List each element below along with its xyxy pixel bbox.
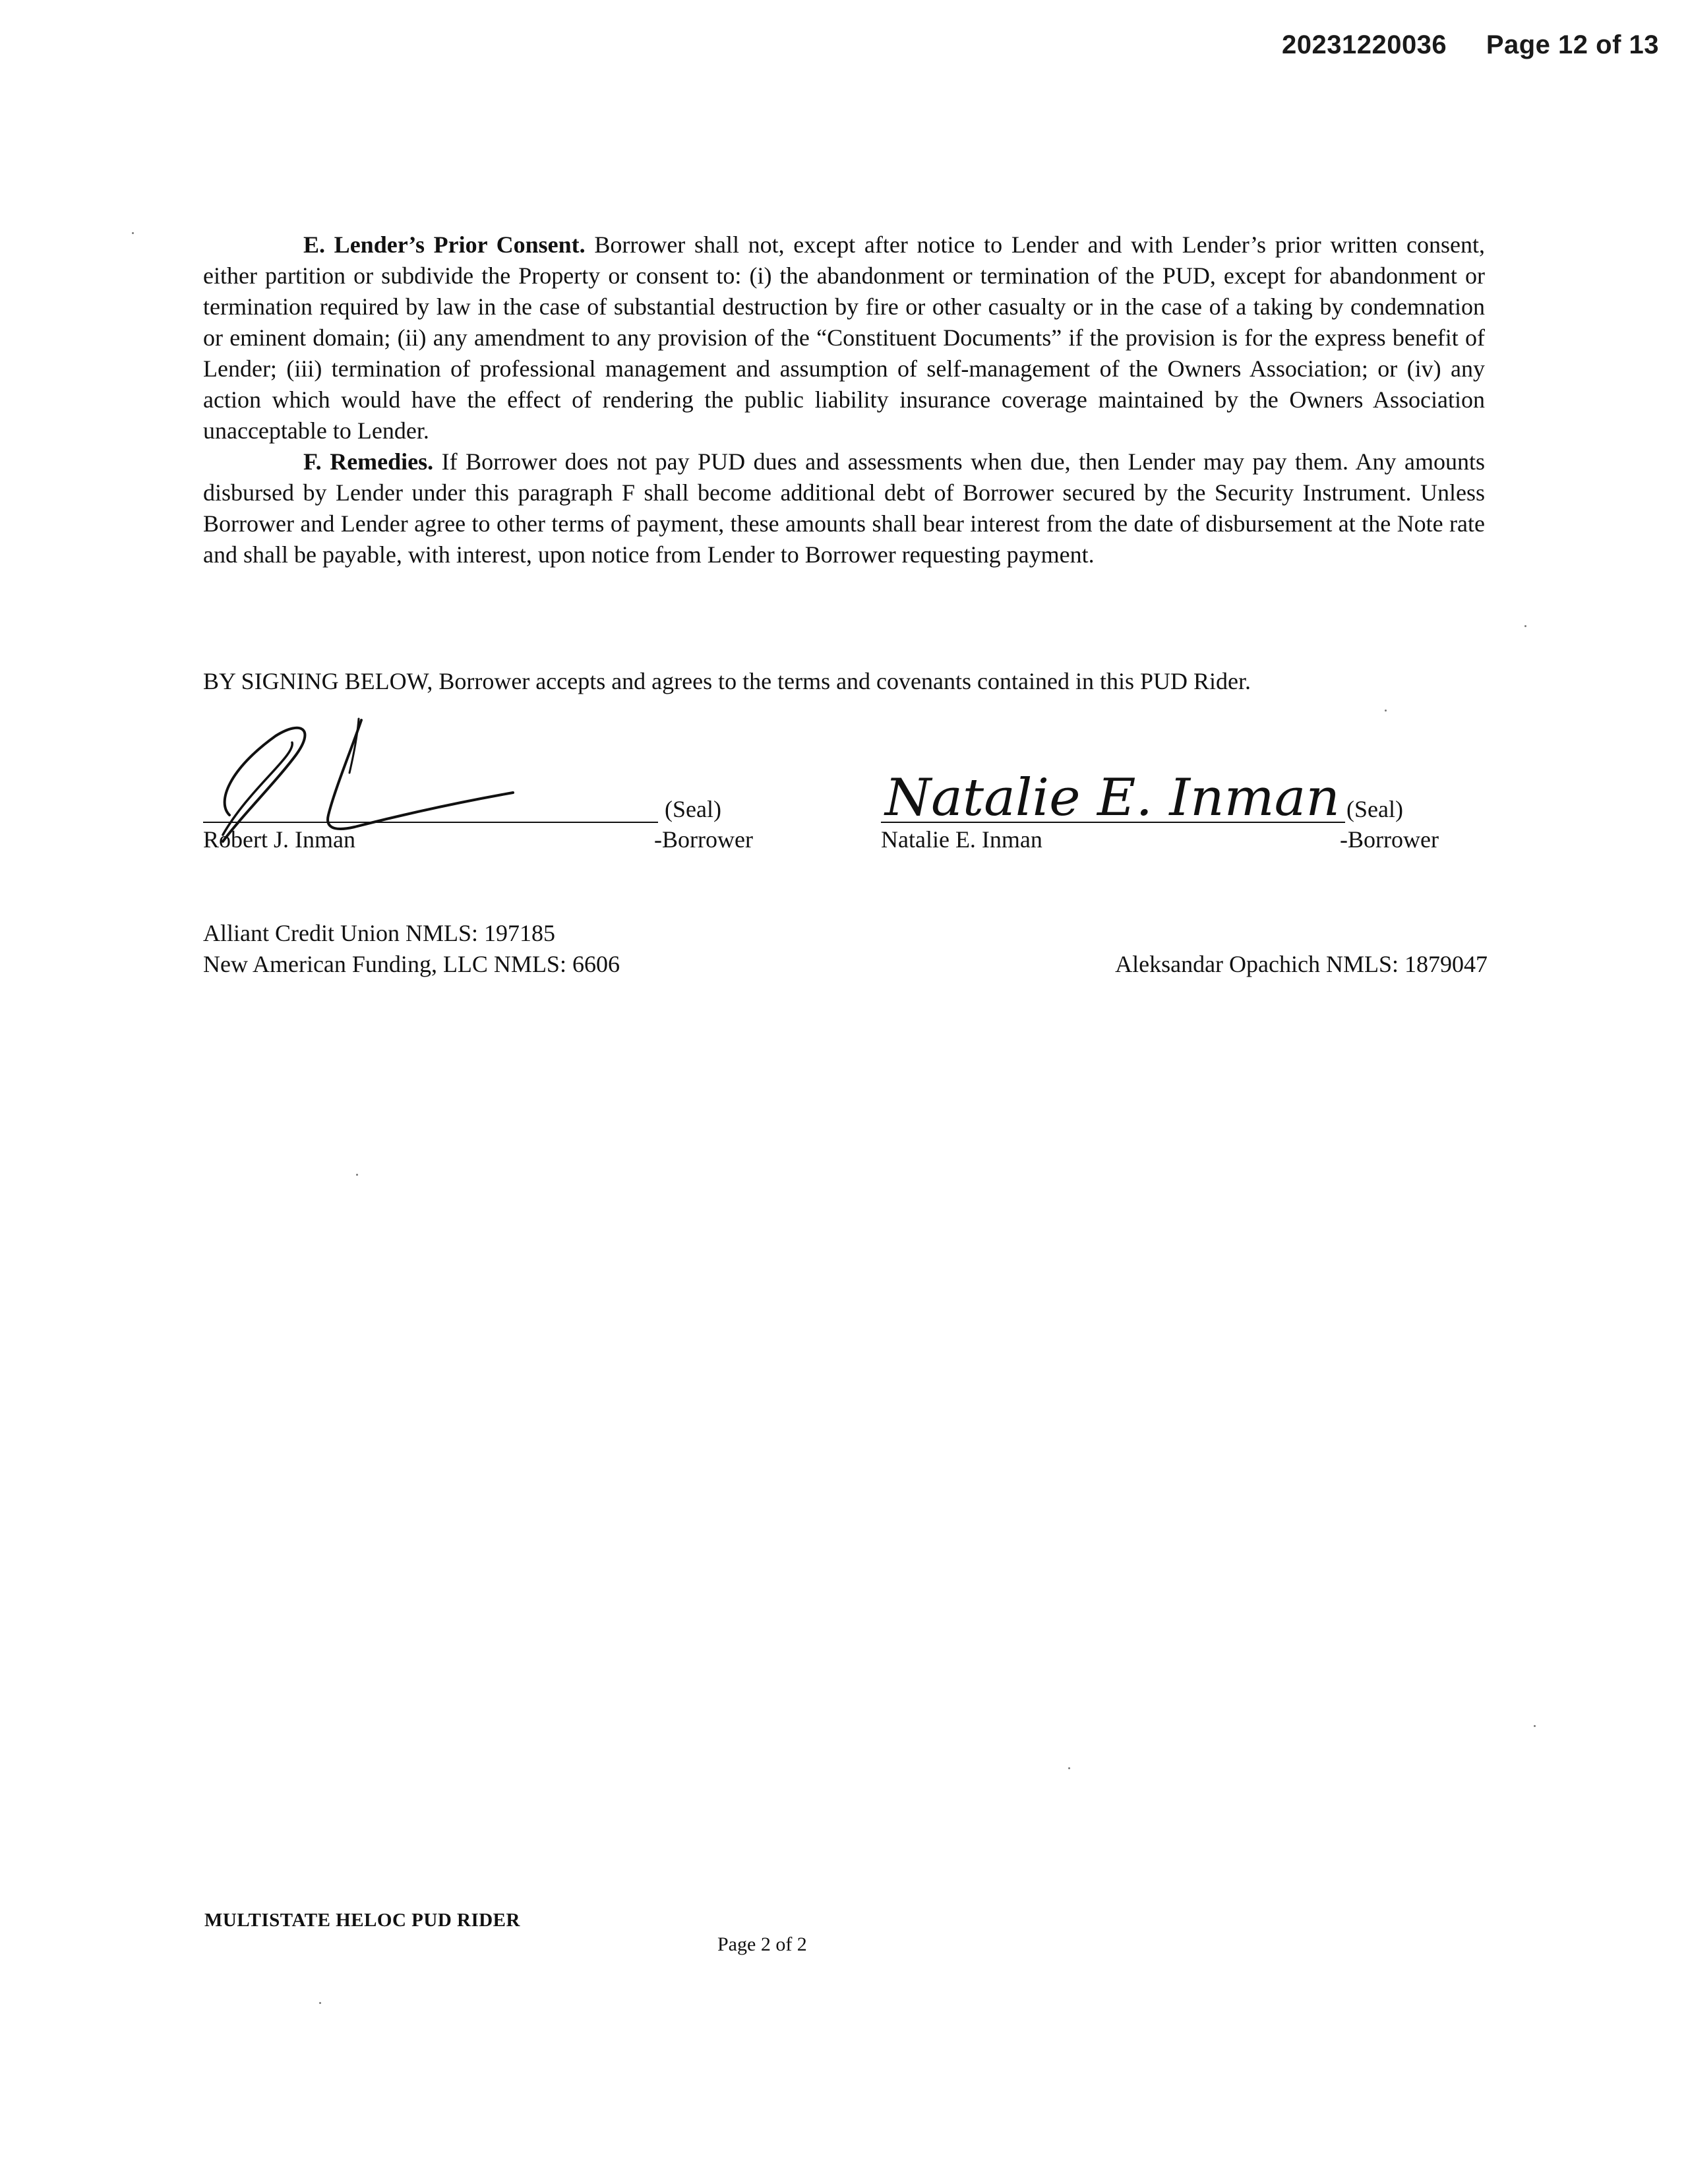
signature-line-natalie xyxy=(881,822,1345,823)
natalie-signature-mark xyxy=(881,716,1356,828)
signer-role-natalie: -Borrower xyxy=(1340,826,1439,853)
form-title: MULTISTATE HELOC PUD RIDER xyxy=(204,1910,520,1931)
natalie-signature-text: Natalie E. Inman xyxy=(883,768,1340,828)
lender-nmls: Alliant Credit Union NMLS: 197185 xyxy=(203,920,555,946)
scan-speck xyxy=(1534,1725,1536,1727)
recording-page-label: Page 12 of 13 xyxy=(1486,30,1659,59)
scan-speck xyxy=(319,2002,321,2004)
signer-role-robert: -Borrower xyxy=(654,826,753,853)
form-page-number: Page 2 of 2 xyxy=(717,1933,807,1955)
broker-nmls: New American Funding, LLC NMLS: 6606 xyxy=(203,951,620,977)
signing-statement: BY SIGNING BELOW, Borrower accepts and agrees to the terms and covenants contained in this PUD Rider. xyxy=(203,668,1251,694)
section-e-heading: E. Lender’s Prior Consent. xyxy=(303,231,586,258)
scan-speck xyxy=(1385,710,1387,712)
recording-stamp xyxy=(1282,30,1659,60)
signature-block-robert xyxy=(203,716,797,861)
signer-name-robert: Robert J. Inman xyxy=(203,826,355,853)
nmls-left-block xyxy=(203,918,620,980)
signature-line-robert xyxy=(203,822,658,823)
section-f-text: If Borrower does not pay PUD dues and assessments when due, then Lender may pay them. Any amounts disbursed by Lender under this paragraph F shall become additional debt of Borrower secured by the Security Instrument. Unless Borrower and Lender agree to other terms of payment, these amounts shall bear interest from the date of disbursement at the Note rate and shall be payable, with interest, upon notice from Lender to Borrower requesting payment. xyxy=(203,448,1486,568)
scan-speck xyxy=(132,232,134,234)
section-e-text: Borrower shall not, except after notice to Lender and with Lender’s prior written consent, either partition or subdivide the Property or consent to: (i) the abandonment or termination of the PUD, except for abandonment or termination required by law in the case of substantial destruction by fire or other casualty or in the case of a taking by condemnation or eminent domain; (ii) any amendment to any provision of the “Constituent Documents” if the provision is for the express benefit of Lender; (iii) termination of professional management and assumption of self-management of the Owners Association; or (iv) any action which would have the effect of rendering the public liability insurance coverage maintained by the Owners Association unacceptable to Lender. xyxy=(203,231,1486,444)
section-f-heading: F. Remedies. xyxy=(303,448,434,475)
scan-speck xyxy=(356,1174,358,1176)
signer-name-natalie: Natalie E. Inman xyxy=(881,826,1042,853)
section-e-paragraph xyxy=(203,229,1485,446)
originator-nmls: Aleksandar Opachich NMLS: 1879047 xyxy=(1115,951,1488,977)
scan-speck xyxy=(1068,1767,1070,1769)
document-number: 20231220036 xyxy=(1281,30,1447,59)
section-f-paragraph xyxy=(203,446,1485,570)
signature-block-natalie xyxy=(881,716,1474,861)
seal-label-robert: (Seal) xyxy=(665,796,721,822)
rider-body xyxy=(203,229,1485,570)
seal-label-natalie: (Seal) xyxy=(1346,796,1403,822)
scan-speck xyxy=(1524,625,1526,627)
